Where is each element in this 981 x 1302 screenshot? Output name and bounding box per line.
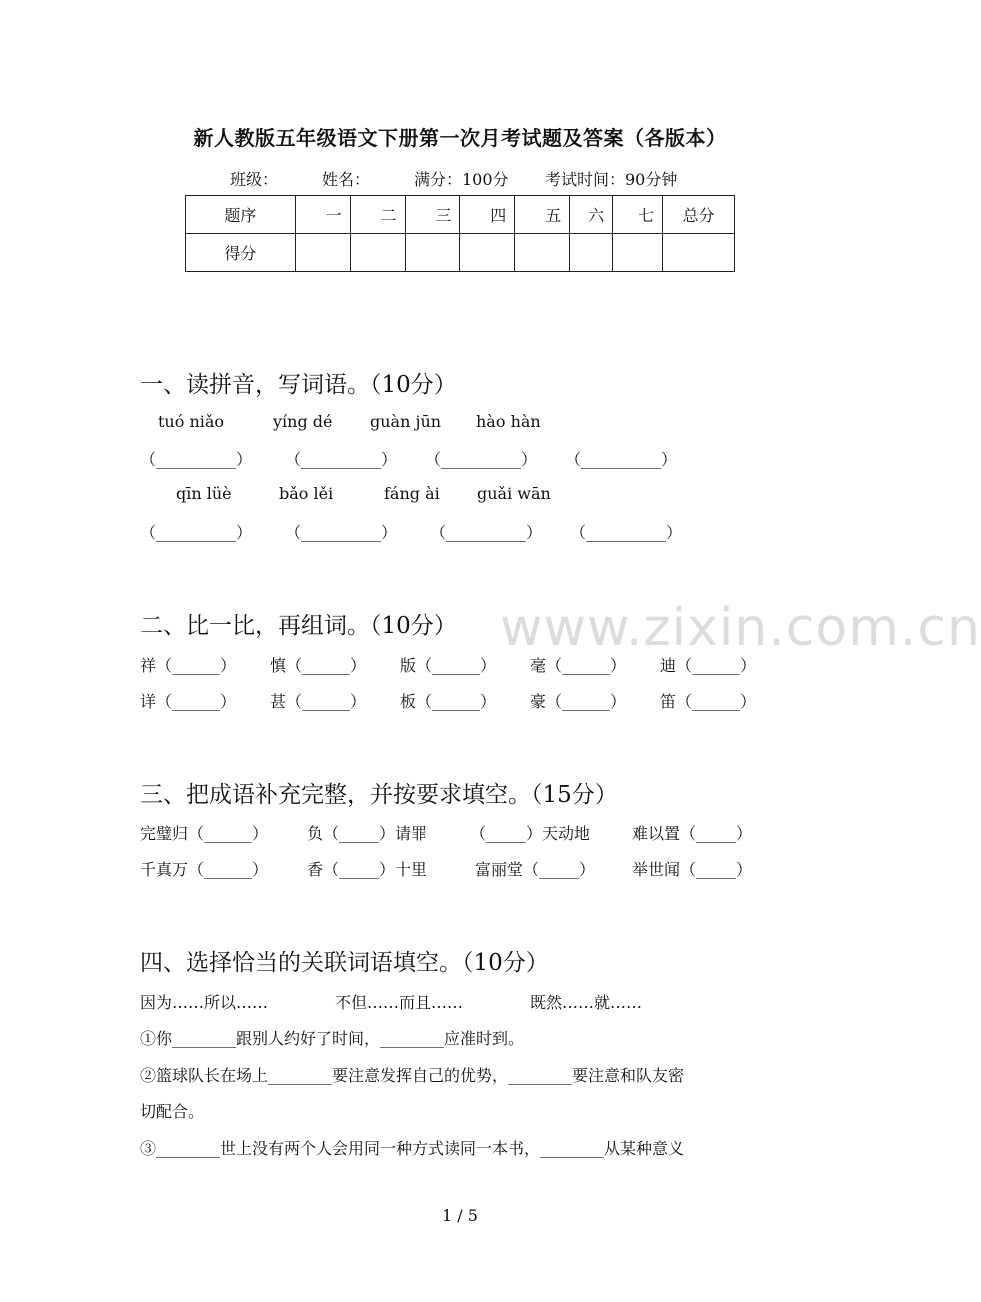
idiom-item[interactable]: 难以置（_____） <box>632 824 753 843</box>
question-2[interactable]: ②篮球队长在场上________要注意发挥自己的优势，________要注意和队友密 <box>140 1066 685 1085</box>
answer-blank[interactable]: （__________） <box>285 523 398 542</box>
idiom-item[interactable]: 富丽堂（_____） <box>475 860 596 879</box>
answer-blank[interactable]: （__________） <box>570 523 683 542</box>
score-cell[interactable] <box>570 234 613 272</box>
exam-time: 考试时间：90分钟 <box>545 170 678 189</box>
compare-item[interactable]: 甚（______） <box>270 692 367 711</box>
idiom-item[interactable]: 完璧归（______） <box>140 824 269 843</box>
table-header-cell: 三 <box>405 196 460 234</box>
table-header-cell: 五 <box>515 196 570 234</box>
compare-item[interactable]: 迪（______） <box>660 656 757 675</box>
idiom-item[interactable]: 香（_____）十里 <box>307 860 428 879</box>
question-2-continued: 切配合。 <box>140 1102 205 1121</box>
question-1[interactable]: ①你________跟别人约好了时间，________应准时到。 <box>140 1029 525 1048</box>
compare-item[interactable]: 祥（______） <box>140 656 237 675</box>
table-header-cell: 总分 <box>663 196 735 234</box>
score-cell[interactable] <box>295 234 350 272</box>
class-label: 班级： <box>230 170 279 189</box>
score-table <box>185 195 735 272</box>
answer-blank[interactable]: （__________） <box>140 450 253 469</box>
table-header-cell: 题序 <box>186 196 296 234</box>
compare-item[interactable]: 笛（______） <box>660 692 757 711</box>
pinyin: bǎo lěi <box>279 484 334 503</box>
pinyin: yíng dé <box>273 412 333 431</box>
section2-heading: 二、比一比，再组词。（10分） <box>140 613 457 639</box>
conjunction-option: 因为……所以…… <box>140 993 269 1012</box>
compare-item[interactable]: 毫（______） <box>530 656 627 675</box>
compare-item[interactable]: 慎（______） <box>270 656 367 675</box>
compare-item[interactable]: 版（______） <box>400 656 497 675</box>
pinyin: guǎi wān <box>477 484 551 503</box>
compare-item[interactable]: 板（______） <box>400 692 497 711</box>
section1-heading: 一、读拼音，写词语。（10分） <box>140 372 457 398</box>
pinyin: hào hàn <box>476 412 541 431</box>
score-row-label: 得分 <box>186 234 296 272</box>
compare-item[interactable]: 详（______） <box>140 692 237 711</box>
full-score: 满分：100分 <box>414 170 509 189</box>
conjunction-option: 不但……而且…… <box>335 993 464 1012</box>
score-cell[interactable] <box>405 234 460 272</box>
score-cell[interactable] <box>460 234 515 272</box>
page-number: 1 / 5 <box>442 1206 478 1225</box>
page-title: 新人教版五年级语文下册第一次月考试题及答案（各版本） <box>193 126 727 150</box>
section4-heading: 四、选择恰当的关联词语填空。（10分） <box>140 950 549 976</box>
idiom-item[interactable]: （_____）天动地 <box>470 824 591 843</box>
table-header-cell: 一 <box>295 196 350 234</box>
pinyin: tuó niǎo <box>158 412 225 431</box>
answer-blank[interactable]: （__________） <box>285 450 398 469</box>
pinyin: fáng ài <box>384 484 440 503</box>
idiom-item[interactable]: 负（_____）请罪 <box>307 824 428 843</box>
name-label: 姓名： <box>322 170 371 189</box>
watermark: www.zixin.com.cn <box>500 598 981 658</box>
score-cell[interactable] <box>663 234 735 272</box>
table-header-cell: 四 <box>460 196 515 234</box>
compare-item[interactable]: 豪（______） <box>530 692 627 711</box>
question-3[interactable]: ③________世上没有两个人会用同一种方式读同一本书，________从某种意义 <box>140 1139 685 1158</box>
score-cell[interactable] <box>613 234 663 272</box>
table-header-cell: 六 <box>570 196 613 234</box>
answer-blank[interactable]: （__________） <box>430 523 543 542</box>
answer-blank[interactable]: （__________） <box>140 523 253 542</box>
score-cell[interactable] <box>350 234 405 272</box>
answer-blank[interactable]: （__________） <box>425 450 538 469</box>
score-table-header-row <box>186 196 735 234</box>
pinyin: guàn jūn <box>370 412 442 431</box>
idiom-item[interactable]: 千真万（______） <box>140 860 269 879</box>
table-header-cell: 二 <box>350 196 405 234</box>
section3-heading: 三、把成语补充完整，并按要求填空。（15分） <box>140 782 618 808</box>
answer-blank[interactable]: （__________） <box>565 450 678 469</box>
pinyin: qīn lüè <box>176 484 232 503</box>
score-cell[interactable] <box>515 234 570 272</box>
conjunction-option: 既然……就…… <box>530 993 643 1012</box>
idiom-item[interactable]: 举世闻（_____） <box>632 860 753 879</box>
score-table-score-row <box>186 234 735 272</box>
table-header-cell: 七 <box>613 196 663 234</box>
